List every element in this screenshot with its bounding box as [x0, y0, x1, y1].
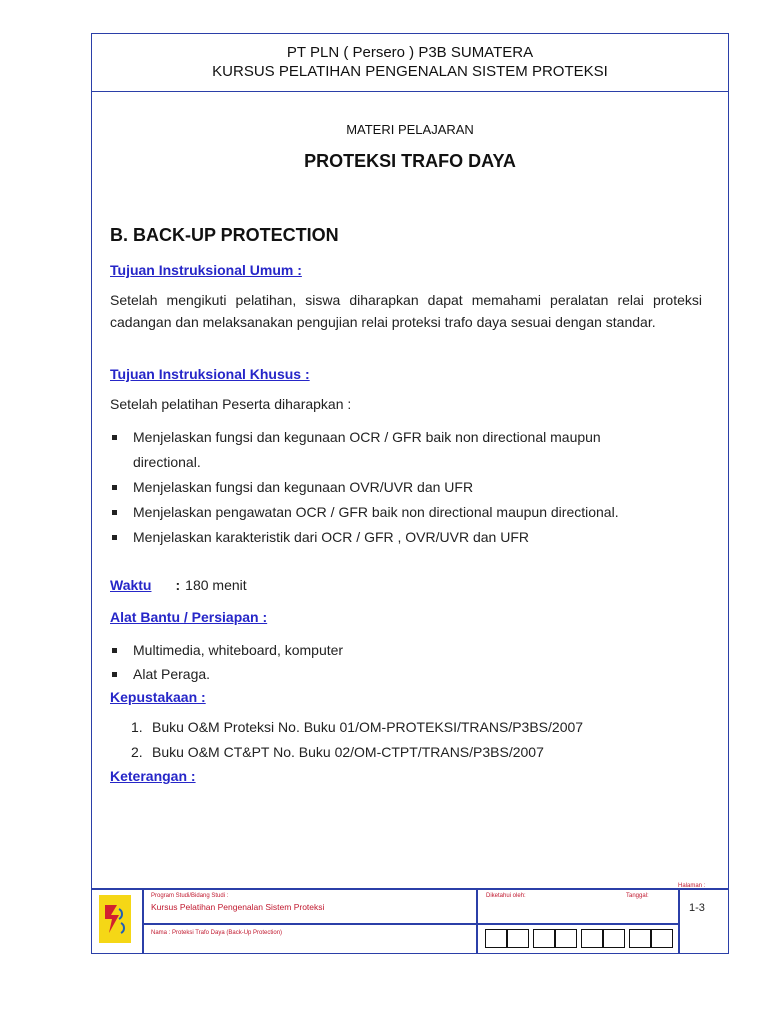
- tik-heading: Tujuan Instruksional Khusus :: [110, 366, 310, 382]
- program-label: Program Studi/Bidang Studi :: [151, 893, 229, 899]
- footer-divider: [678, 888, 680, 954]
- alat-bantu-heading: Alat Bantu / Persiapan :: [110, 609, 268, 625]
- square-bullet-icon: [112, 435, 117, 440]
- page-title: PROTEKSI TRAFO DAYA: [304, 151, 516, 171]
- list-item-text: Buku O&M Proteksi No. Buku 01/OM-PROTEKSI/TRANS/P3BS/2007: [152, 719, 584, 735]
- signature-box: [555, 929, 577, 948]
- company-name: PT PLN ( Persero ) P3B SUMATERA: [286, 44, 534, 61]
- waktu-value: 180 menit: [185, 577, 247, 593]
- signature-box: [507, 929, 529, 948]
- list-item-text: Menjelaskan fungsi dan kegunaan OCR / GFR baik non directional maupun: [133, 429, 601, 445]
- footer-divider: [476, 888, 478, 954]
- list-item-text: Multimedia, whiteboard, komputer: [133, 642, 344, 658]
- list-item-text: directional.: [133, 454, 201, 470]
- keterangan-heading: Keterangan :: [110, 768, 196, 784]
- footer-divider: [142, 923, 678, 925]
- page-number: 1-3: [689, 902, 705, 914]
- signature-box: [629, 929, 651, 948]
- list-number: 2.: [131, 744, 143, 760]
- list-item-text: Buku O&M CT&PT No. Buku 02/OM-CTPT/TRANS/P3BS/2007: [152, 744, 544, 760]
- list-item-text: Menjelaskan fungsi dan kegunaan OVR/UVR dan UFR: [133, 479, 474, 495]
- tik-list: [110, 427, 710, 552]
- kepustakaan-heading: Kepustakaan :: [110, 689, 206, 705]
- halaman-label: Halaman :: [678, 883, 706, 889]
- materi-label: MATERI PELAJARAN: [346, 122, 474, 137]
- signature-box: [581, 929, 603, 948]
- signature-box: [485, 929, 507, 948]
- tanggal-label: Tanggal:: [626, 893, 649, 899]
- waktu-row: [110, 577, 247, 593]
- list-item: [110, 640, 710, 664]
- square-bullet-icon: [112, 485, 117, 490]
- list-item: [110, 527, 710, 552]
- document-footer: [91, 883, 729, 954]
- square-bullet-icon: [112, 672, 117, 677]
- program-value: Kursus Pelatihan Pengenalan Sistem Proteksi: [151, 902, 325, 912]
- list-item-text: Alat Peraga.: [133, 666, 211, 682]
- section-title: B. BACK-UP PROTECTION: [110, 225, 339, 245]
- alat-bantu-list: [110, 640, 710, 688]
- footer-top-line: [91, 888, 729, 890]
- list-item: [110, 477, 710, 502]
- document-header: [91, 43, 729, 81]
- tik-intro: Setelah pelatihan Peserta diharapkan :: [110, 396, 352, 412]
- list-item-text: Menjelaskan pengawatan OCR / GFR baik non directional maupun directional.: [133, 504, 619, 520]
- list-item: [131, 715, 711, 740]
- list-item-continuation: [110, 452, 710, 477]
- square-bullet-icon: [112, 510, 117, 515]
- waktu-label: Waktu: [110, 577, 152, 593]
- list-item: [110, 664, 710, 688]
- list-item: [131, 740, 711, 765]
- diketahui-label: Diketahui oleh:: [486, 893, 526, 899]
- list-item: [110, 502, 710, 527]
- tiu-paragraph: Setelah mengikuti pelatihan, siswa diharapkan dapat memahami peralatan relai proteksi cadangan dan melaksanakan pengujian relai proteksi trafo daya sesuai dengan standar.: [110, 292, 702, 330]
- signature-box: [603, 929, 625, 948]
- list-number: 1.: [131, 719, 143, 735]
- square-bullet-icon: [112, 648, 117, 653]
- nama-label: Nama : Proteksi Trafo Daya (Back-Up Protection): [151, 930, 283, 936]
- signature-box: [651, 929, 673, 948]
- signature-box: [533, 929, 555, 948]
- waktu-colon: :: [175, 577, 181, 593]
- list-item: [110, 427, 710, 452]
- tiu-heading: Tujuan Instruksional Umum :: [110, 262, 302, 278]
- footer-divider: [142, 888, 144, 954]
- pln-lightning-logo-icon: [99, 895, 131, 943]
- square-bullet-icon: [112, 535, 117, 540]
- list-item-text: Menjelaskan karakteristik dari OCR / GFR , OVR/UVR dan UFR: [133, 529, 529, 545]
- kepustakaan-list: [131, 715, 711, 765]
- header-divider: [91, 91, 729, 92]
- course-name: KURSUS PELATIHAN PENGENALAN SISTEM PROTEKSI: [212, 63, 608, 80]
